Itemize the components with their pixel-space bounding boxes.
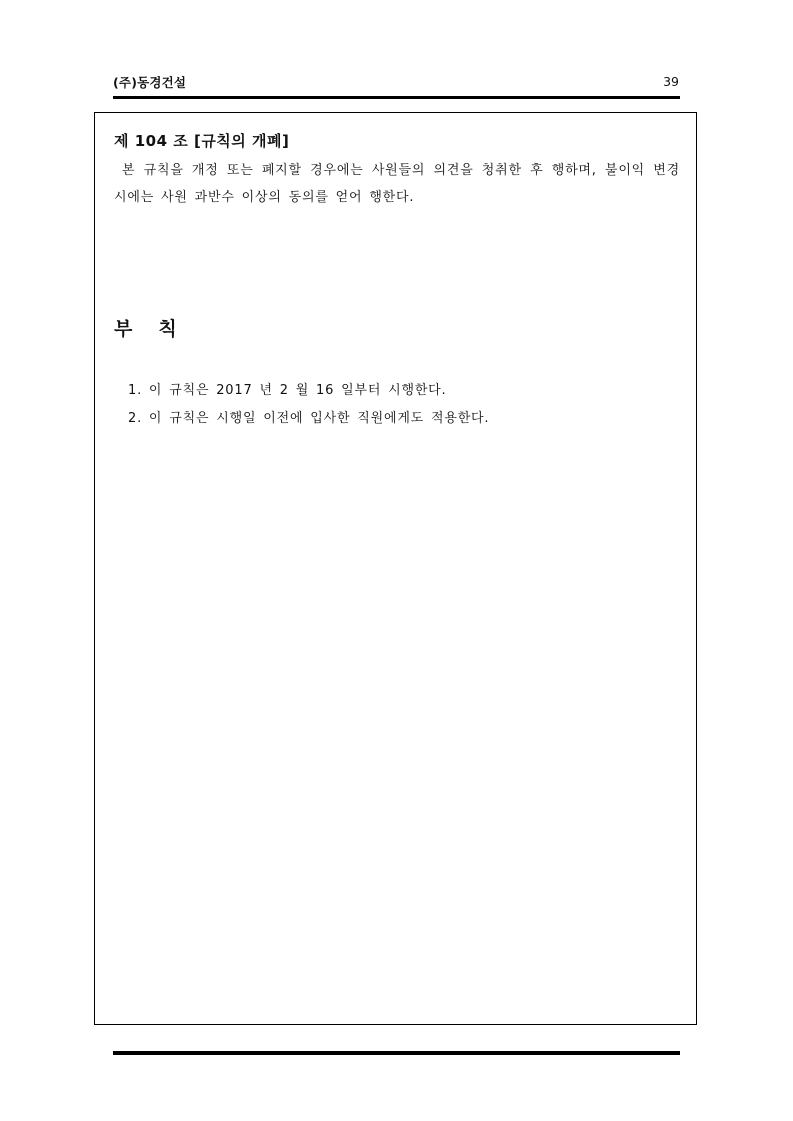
content-frame bbox=[94, 112, 697, 1025]
header-company-name: (주)동경건설 bbox=[113, 75, 187, 90]
page-number: 39 bbox=[663, 74, 679, 89]
addenda-item-2: 2. 이 규칙은 시행일 이전에 입사한 직원에게도 적용한다. bbox=[128, 411, 490, 426]
addenda-list bbox=[128, 377, 489, 433]
article-title: 제 104 조 [규칙의 개폐] bbox=[114, 132, 290, 150]
addenda-title: 부칙 bbox=[114, 318, 203, 340]
addenda-item-1: 1. 이 규칙은 2017 년 2 월 16 일부터 시행한다. bbox=[128, 383, 447, 398]
article-body-container bbox=[114, 157, 680, 211]
footer-divider bbox=[113, 1051, 680, 1055]
article-body: 본 규칙을 개정 또는 폐지할 경우에는 사원들의 의견을 청취한 후 행하며, 불이익 변경 시에는 사원 과반수 이상의 동의를 얻어 행한다. bbox=[114, 163, 680, 205]
header-divider bbox=[113, 96, 680, 99]
